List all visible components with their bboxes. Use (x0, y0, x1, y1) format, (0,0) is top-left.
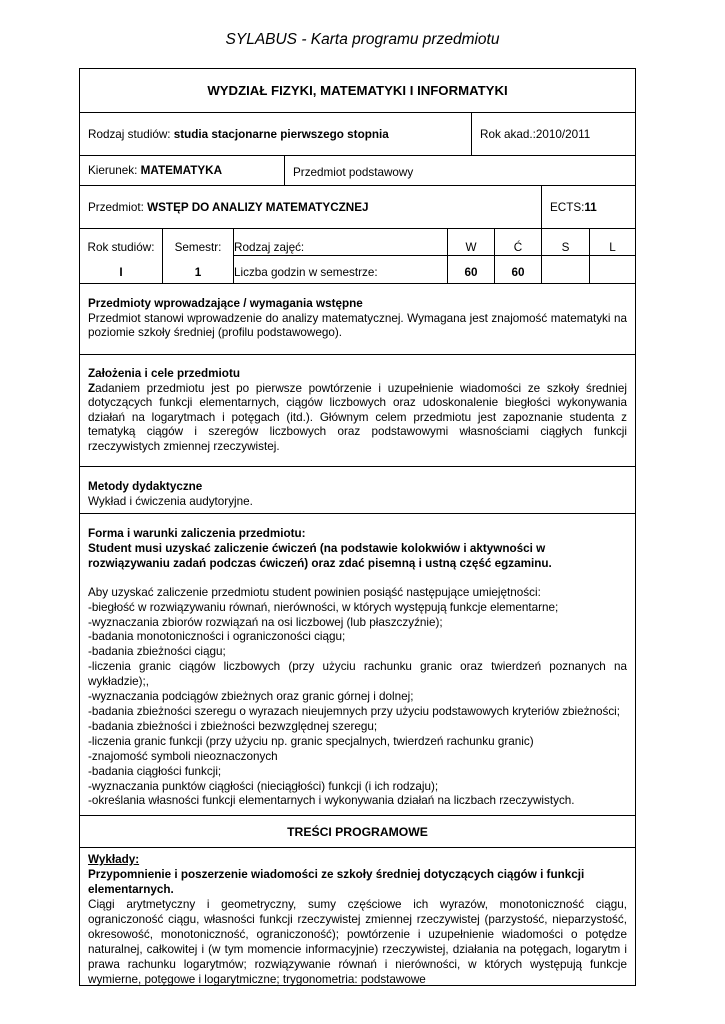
skill-item: -biegłość w rozwiązywaniu równań, nierówności, w których występują funkcje elementarne; (88, 600, 559, 614)
lectures-label: Wykłady: (88, 853, 140, 866)
subject-label: Przedmiot: (88, 200, 144, 214)
lecture-topic-text: Ciągi arytmetyczny i geometryczny, sumy częściowe ich wyrazów, monotoniczność ciągu, ograniczoność ciągu, własności funkcji rzeczywistej zmiennej rzeczywistej (parzystość, nieparzystość, okresowość, monotoniczność, ograniczoność); powtórzenie i uzupełnienie wiadomości o potędze naturalnej, całkowitej i (w tym momencie informacyjnie) rzeczywistej, działania na potęgach, logarytm i prawa rachunku logarytmów; rozwiązywanie równań i nierówności, w których występują funkcje wymierne, potęgowe i logarytmiczne; trygonometria: podstawowe (88, 898, 627, 985)
hours-label: Liczba godzin w semestrze: (234, 266, 378, 279)
goals-first-letter: Z (88, 381, 96, 395)
skill-item: -wyznaczania podciągów zbieżnych oraz granic górnej i dolnej; (88, 690, 414, 704)
study-year-label: Rok studiów: (87, 241, 155, 254)
skill-item: -liczenia granic ciągów liczbowych (przy użyciu rachunku granic oraz twierdzeń poznanych na wykładzie);, (88, 660, 627, 689)
subject-kind: Przedmiot podstawowy (293, 166, 414, 179)
classes-type-label: Rodzaj zajęć: (234, 241, 305, 254)
skill-item: -znajomość symboli nieoznaczonych (88, 749, 278, 763)
program-section (79, 847, 636, 985)
skill-item: -badania zbieżności i zbieżności bezwzględnej szeregu; (88, 719, 378, 733)
hours-w: 60 (464, 266, 478, 279)
skill-item: -badania ciągłości funkcji; (88, 764, 222, 778)
assessment-intro: Aby uzyskać zaliczenie przedmiotu student powinien posiąść następujące umiejętności: (88, 585, 541, 599)
subject-row (79, 185, 636, 228)
schedule-row (79, 228, 636, 283)
semester-label: Semestr: (174, 241, 222, 254)
skill-item: -badania zbieżności szeregu o wyrazach nieujemnych przy użyciu podstawowych kryteriów zbieżności; (88, 704, 621, 718)
skill-item: -badania zbieżności ciągu; (88, 645, 226, 659)
skill-item: -określania własności funkcji elementarnych i wykonywania działań na liczbach rzeczywistych. (88, 794, 575, 808)
skill-item: -badania monotoniczności i ograniczoności ciągu; (88, 630, 346, 644)
assessment-requirements: Student musi uzyskać zaliczenie ćwiczeń (na podstawie kolokwiów i aktywności w rozwiązywaniu zadań podczas ćwiczeń) oraz zdać pisemną i ustną część egzaminu. (88, 541, 552, 570)
column-c: Ć (513, 241, 523, 254)
skill-item: -liczenia granic funkcji (przy użyciu np. granic specjalnych, twierdzeń rachunku granic) (88, 734, 534, 748)
study-year-value: I (119, 266, 123, 279)
direction-value: MATEMATYKA (140, 164, 223, 177)
faculty-name: WYDZIAŁ FIZYKI, MATEMATYKI I INFORMATYKI (207, 83, 508, 98)
faculty-row (79, 68, 636, 112)
skill-item: -wyznaczania zbiorów rozwiązań na osi liczbowej (lub płaszczyźnie); (88, 615, 443, 629)
document-title: SYLABUS - Karta programu przedmiotu (225, 31, 500, 48)
direction-label: Kierunek: (88, 164, 138, 177)
semester-value: 1 (194, 266, 202, 279)
lecture-topic-heading: Przypomnienie i poszerzenie wiadomości ze szkoły średniej dotyczących ciągów i funkcji elementarnych. (88, 868, 585, 896)
assessment-section (79, 513, 636, 815)
hours-c: 60 (511, 266, 525, 279)
academic-year-value: 2010/2011 (535, 127, 591, 141)
column-l: L (609, 241, 616, 254)
column-w: W (465, 241, 477, 254)
methods-text: Wykład i ćwiczenia audytoryjne. (88, 494, 253, 508)
ects-value: 11 (584, 200, 597, 214)
direction-row (79, 155, 636, 185)
program-heading-row (79, 815, 636, 847)
column-s: S (561, 241, 570, 254)
prerequisites-heading: Przedmioty wprowadzające / wymagania wstępne (88, 297, 363, 310)
study-type-value: studia stacjonarne pierwszego stopnia (173, 127, 389, 141)
academic-year-label: Rok akad.: (480, 127, 536, 141)
program-heading: TREŚCI PROGRAMOWE (287, 824, 428, 839)
prerequisites-text: Przedmiot stanowi wprowadzenie do analizy matematycznej. Wymagana jest znajomość matematyki na poziomie szkoły średniej (profilu podstawowego). (88, 311, 627, 340)
table-bottom-border (79, 985, 636, 986)
methods-heading: Metody dydaktyczne (88, 480, 203, 493)
study-type-row (79, 112, 636, 155)
methods-section (79, 466, 636, 513)
study-type-label: Rodzaj studiów: (88, 127, 171, 141)
subject-value: WSTĘP DO ANALIZY MATEMATYCZNEJ (147, 200, 369, 214)
goals-text: adaniem przedmiotu jest po pierwsze powtórzenie i uzupełnienie wiadomości ze szkoły średniej dotyczących funkcji elementarnych, ciągów liczbowych oraz udoskonalenie biegłości wykonywania działań na logarytmach i potęgach (itd.). Głównym celem przedmiotu jest zapoznanie studenta z tematyką ciągów i szeregów liczbowych oraz podstawowymi własnościami ciągłych funkcji rzeczywistych zmiennej rzeczywistej. (88, 381, 627, 453)
prerequisites-section (79, 283, 636, 354)
goals-heading: Założenia i cele przedmiotu (88, 367, 240, 380)
goals-section (79, 354, 636, 466)
skill-item: -wyznaczania punktów ciągłości (nieciągłości) funkcji (i ich rodzaju); (88, 779, 439, 793)
assessment-heading: Forma i warunki zaliczenia przedmiotu: (88, 527, 306, 540)
ects-label: ECTS: (550, 200, 585, 214)
